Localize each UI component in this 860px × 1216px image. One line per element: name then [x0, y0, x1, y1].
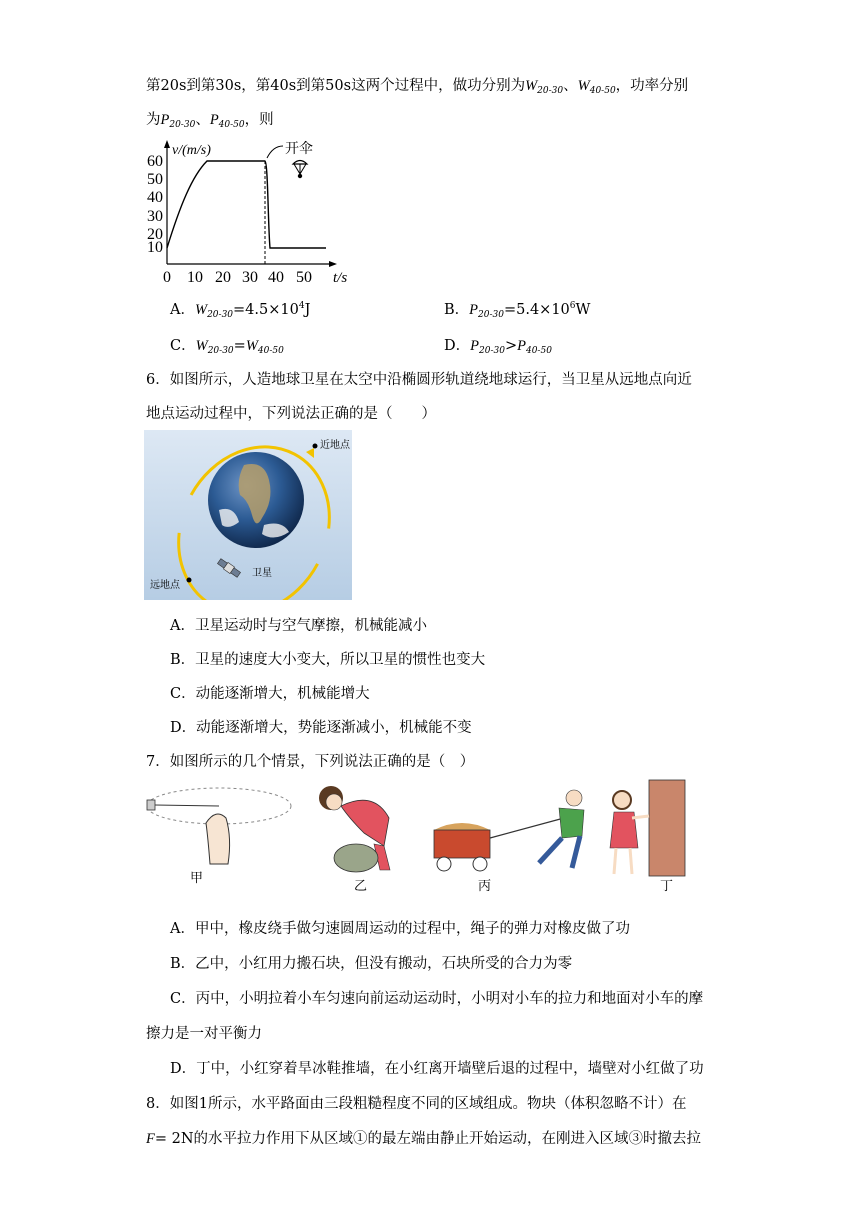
q7-option-b[interactable]: B．乙中，小红用力搬石块，但没有搬动，石块所受的合力为零 [170, 956, 573, 972]
svg-text:丙: 丙 [478, 879, 492, 894]
parachute-icon [293, 161, 307, 179]
y-axis-label: v/(m/s) [172, 143, 211, 158]
x-axis-label: t/s [333, 270, 348, 286]
q7-option-c-continued: 擦力是一对平衡力 [146, 1026, 262, 1042]
q7-option-c[interactable]: C．丙中，小明拉着小车匀速向前运动运动时，小明对小车的拉力和地面对小车的摩 [170, 991, 704, 1007]
satellite-label: 卫星 [252, 568, 272, 579]
q6-line-2: 地点运动过程中，下列说法正确的是（ ） [146, 406, 436, 422]
svg-text:丁: 丁 [660, 879, 674, 894]
x-tick-30: 30 [242, 269, 258, 286]
q7-line-1: 7．如图所示的几个情景，下列说法正确的是（ ） [146, 754, 475, 770]
q6-option-b[interactable]: B．卫星的速度大小变大，所以卫星的惯性也变大 [170, 652, 486, 668]
q8-line-1: 8．如图1所示，水平路面由三段粗糙程度不同的区域组成。物块（体积忽略不计）在 [146, 1096, 687, 1112]
q6-option-c[interactable]: C．动能逐渐增大，机械能增大 [170, 686, 370, 702]
q8-line-2: F= 2N的水平拉力作用下从区域①的最左端由静止开始运动，在刚进入区域③时撤去拉 [146, 1131, 702, 1147]
y-tick-60: 60 [147, 153, 163, 170]
svg-text:乙: 乙 [354, 879, 368, 894]
y-axis-arrow [164, 140, 170, 148]
q5-option-b[interactable]: B．$P_{20-30}=5.4\times 10^6W$ [444, 301, 591, 320]
q5-option-a[interactable]: A．$W_{20-30}=4.5\times 10^4J$ [170, 301, 311, 320]
satellite-orbit-figure [144, 430, 352, 600]
y-tick-10: 10 [147, 239, 163, 256]
scene-ding [610, 780, 685, 894]
scene-bing [434, 790, 584, 894]
perigee-label: 近地点 [320, 440, 350, 451]
velocity-curve [167, 161, 326, 248]
q6-option-a[interactable]: A．卫星运动时与空气摩擦，机械能减小 [170, 618, 427, 634]
x-axis-arrow [329, 261, 337, 267]
x-tick-10: 10 [187, 269, 203, 286]
y-tick-40: 40 [147, 189, 163, 206]
apogee-dot [187, 578, 192, 583]
q5-line-2: 为$P_{20-30}$、$P_{40-50}$，则 [146, 112, 274, 130]
q7-option-d[interactable]: D．丁中，小红穿着旱冰鞋推墙，在小红离开墙壁后退的过程中，墙壁对小红做了功 [170, 1061, 704, 1077]
scene-yi [319, 786, 390, 894]
q5-option-c[interactable]: C．$W_{20-30}=W_{40-50}$ [170, 338, 284, 356]
parachute-label: 开伞 [285, 141, 313, 157]
perigee-dot [313, 444, 318, 449]
x-tick-40: 40 [268, 269, 284, 286]
q5-line-1: 第20s到第30s，第40s到第50s这两个过程中，做功分别为$W_{20-30}$、$W_{40-50}$，功率分别 [146, 78, 689, 96]
scenarios-figure [144, 778, 692, 898]
q5-option-d[interactable]: D．$P_{20-30}>P_{40-50}$ [444, 338, 552, 356]
y-tick-30: 30 [147, 208, 163, 225]
x-tick-50: 50 [296, 269, 312, 286]
velocity-time-graph [140, 136, 360, 288]
annotation-pointer [267, 146, 283, 158]
x-tick-0: 0 [163, 269, 171, 286]
q6-option-d[interactable]: D．动能逐渐增大，势能逐渐减小，机械能不变 [170, 720, 472, 736]
apogee-label: 远地点 [150, 580, 180, 591]
q7-option-a[interactable]: A．甲中，橡皮绕手做匀速圆周运动的过程中，绳子的弹力对橡皮做了功 [170, 921, 630, 937]
y-tick-20: 20 [147, 226, 163, 243]
x-tick-20: 20 [215, 269, 231, 286]
scene-jia [147, 788, 291, 886]
svg-text:甲: 甲 [190, 871, 204, 886]
y-tick-50: 50 [147, 171, 163, 188]
q6-line-1: 6．如图所示，人造地球卫星在太空中沿椭圆形轨道绕地球运行，当卫星从远地点向近 [146, 372, 692, 388]
